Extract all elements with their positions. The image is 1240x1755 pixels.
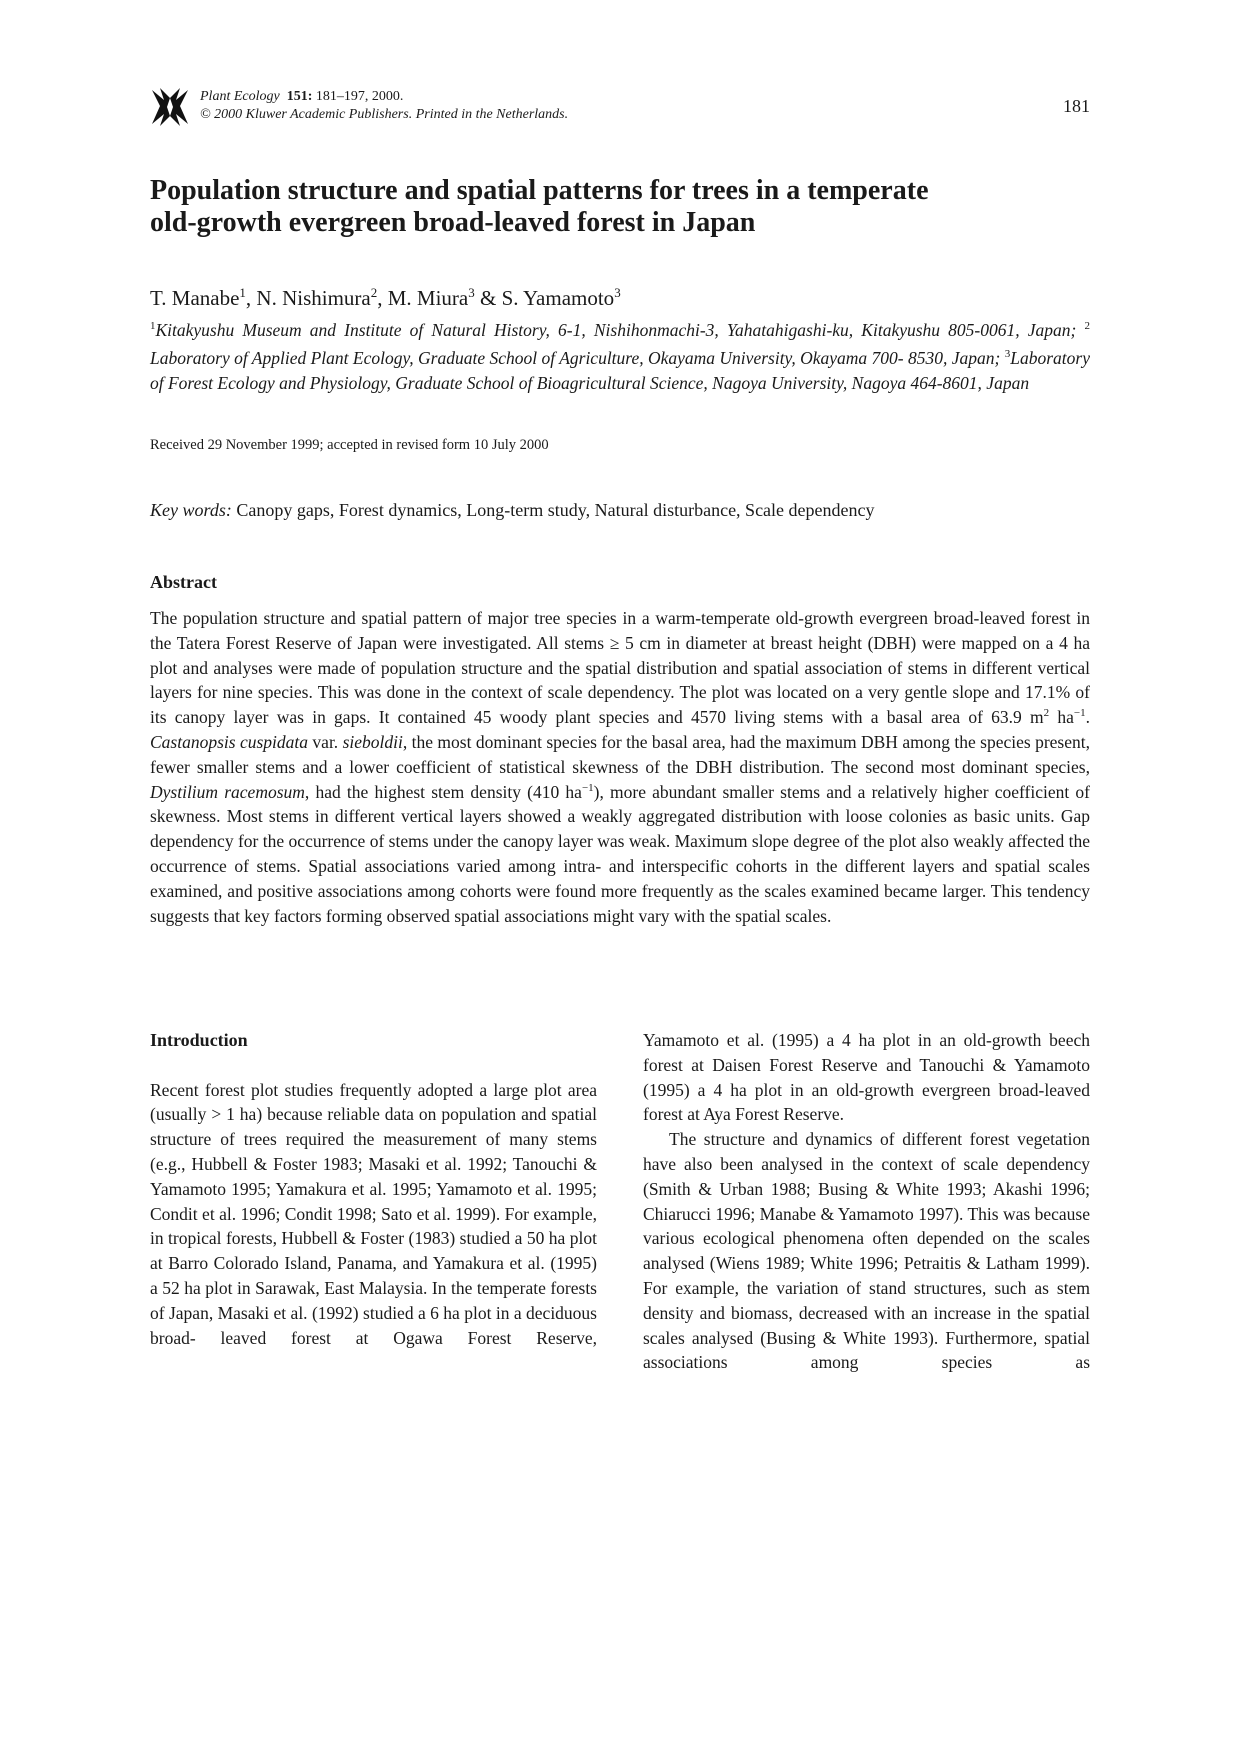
superscript: −1 <box>581 781 594 794</box>
body-paragraph: Recent forest plot studies frequently adopted a large plot area (usually > 1 ha) because reliable data on population and spatial structure of trees required the measurement of many stems (e.g., Hubbell & Foster 1983; Masaki et al. 1992; Tanouchi & Yamamoto 1995; Yamakura et al. 1995; Yamamoto et al. 1995; Condit et al. 1996; Condit 1998; Sato et al. 1999). For example, in tropical forests, Hubbell & Foster (1983) studied a 50 ha plot at Barro Colorado Island, Panama, and Yamakura et al. (1995) a 52 ha plot in Sarawak, East Malaysia. In the temperate forests of Japan, Masaki et al. (1992) studied a 6 ha plot in a deciduous broad- leaved forest at Ogawa Forest Reserve, <box>150 1079 597 1348</box>
journal-volume: 151: <box>286 89 313 104</box>
author-affil-mark: 3 <box>468 285 475 300</box>
superscript: −1 <box>1073 707 1086 720</box>
affiliations <box>150 314 1090 395</box>
abstract-text: ha <box>1049 707 1074 728</box>
journal-pages-year: 181–197, 2000. <box>315 89 404 104</box>
species-name: Dystilium racemosum <box>150 781 305 802</box>
author-affil-mark: 1 <box>239 285 246 300</box>
affil-text: Kitakyushu Museum and Institute of Natural History, 6-1, Nishihonmachi-3, Yahatahigashi-ku, Kitakyushu 805-0061, Japan; <box>155 319 1085 340</box>
body-paragraph: The structure and dynamics of different forest vegetation have also been analysed in the context of scale dependency (Smith & Urban 1988; Busing & White 1993; Akashi 1996; Chiarucci 1996; Manabe & Yamamoto 1997). This was because various ecological phenomena often depended on the scales analysed (Wiens 1989; White 1996; Petraitis & Latham 1999). For example, the variation of stand structures, such as stem density and biomass, decreased with an increase in the spatial scales analysed (Busing & White 1993). Furthermore, spatial associations among species as <box>643 1129 1090 1373</box>
author-name: T. Manabe <box>150 286 240 310</box>
author-affil-mark: 2 <box>370 285 378 300</box>
section-heading-introduction: Introduction <box>150 1030 248 1050</box>
keywords-text: Canopy gaps, Forest dynamics, Long-term study, Natural disturbance, Scale dependency <box>231 500 875 520</box>
author-list <box>150 285 621 311</box>
author-name: M. Miura <box>387 286 469 310</box>
title-line-1: Population structure and spatial patterns for trees in a temperate <box>150 175 929 206</box>
species-name: Castanopsis cuspidata <box>150 731 309 752</box>
author-name: S. Yamamoto <box>501 286 615 310</box>
affil-mark: 1 <box>150 320 156 332</box>
abstract-heading: Abstract <box>150 572 217 592</box>
abstract-text: var. <box>308 731 343 752</box>
received-dates: Received 29 November 1999; accepted in revised form 10 July 2000 <box>150 437 549 453</box>
title-line-2: old-growth evergreen broad-leaved forest in Japan <box>150 207 756 238</box>
superscript: 2 <box>1043 707 1050 720</box>
paper-title <box>150 175 1050 239</box>
column-right <box>643 1028 1090 1375</box>
author-affil-mark: 3 <box>614 285 621 300</box>
author-separator: & <box>474 286 502 310</box>
keywords-label: Key words: <box>150 500 232 520</box>
abstract-text: , the most dominant species for the basal area, had the maximum DBH among the species present, fewer smaller stems and a lower coefficient of statistical skewness of the DBH distribution. The second most dominant species, <box>150 731 1090 777</box>
species-name: sieboldii <box>342 731 403 752</box>
keywords <box>150 500 875 521</box>
author-name: N. Nishimura <box>256 286 371 310</box>
affil-text: Laboratory of Forest Ecology and Physiology, Graduate School of Bioagricultural Science, Nagoya University, Nagoya 464-8601, Japan <box>150 348 1090 393</box>
abstract-text: . <box>1085 707 1090 728</box>
affil-mark: 3 <box>1004 348 1011 361</box>
journal-name: Plant Ecology <box>200 89 280 104</box>
journal-info <box>200 88 568 124</box>
column-left <box>150 1028 597 1350</box>
publisher-logo <box>150 86 190 128</box>
author-separator: , <box>245 286 257 310</box>
affil-mark: 2 <box>1084 320 1090 332</box>
author-separator: , <box>377 286 388 310</box>
abstract-text: ), more abundant smaller stems and a relatively higher coefficient of skewness. Most stems in different vertical layers showed a weakly aggregated distribution with loose colonies as basic units. Gap dependency for the occurrence of stems under the canopy layer was weak. Maximum slope degree of the plot also weakly affected the occurrence of stems. Spatial associations varied among intra- and interspecific cohorts in the different layers and spatial scales examined, and positive associations among cohorts were found more frequently as the scales examined became larger. This tendency suggests that key factors forming observed spatial associations might vary with the spatial scales. <box>150 781 1090 926</box>
abstract-text: , had the highest stem density (410 ha <box>304 781 582 802</box>
copyright-line: © 2000 Kluwer Academic Publishers. Printed in the Netherlands. <box>200 107 569 122</box>
affil-text: Laboratory of Applied Plant Ecology, Graduate School of Agriculture, Okayama University, Okayama 700- 8530, Japan; <box>150 348 1005 369</box>
abstract-body <box>150 606 1090 928</box>
page-number: 181 <box>1063 96 1090 116</box>
body-paragraph: Yamamoto et al. (1995) a 4 ha plot in an old-growth beech forest at Daisen Forest Reserve and Tanouchi & Yamamoto (1995) a 4 ha plot in an old-growth evergreen broad-leaved forest at Aya Forest Reserve. <box>643 1030 1090 1125</box>
abstract-text: The population structure and spatial pattern of major tree species in a warm-temperate old-growth evergreen broad-leaved forest in the Tatera Forest Reserve of Japan were investigated. All stems ≥ 5 cm in diameter at breast height (DBH) were mapped on a 4 ha plot and analyses were made of population structure and the spatial distribution and spatial association of stems in different vertical layers for nine species. This was done in the context of scale dependency. The plot was located on a very gentle slope and 17.1% of its canopy layer was in gaps. It contained 45 woody plant species and 4570 living stems with a basal area of 63.9 m <box>150 608 1090 728</box>
